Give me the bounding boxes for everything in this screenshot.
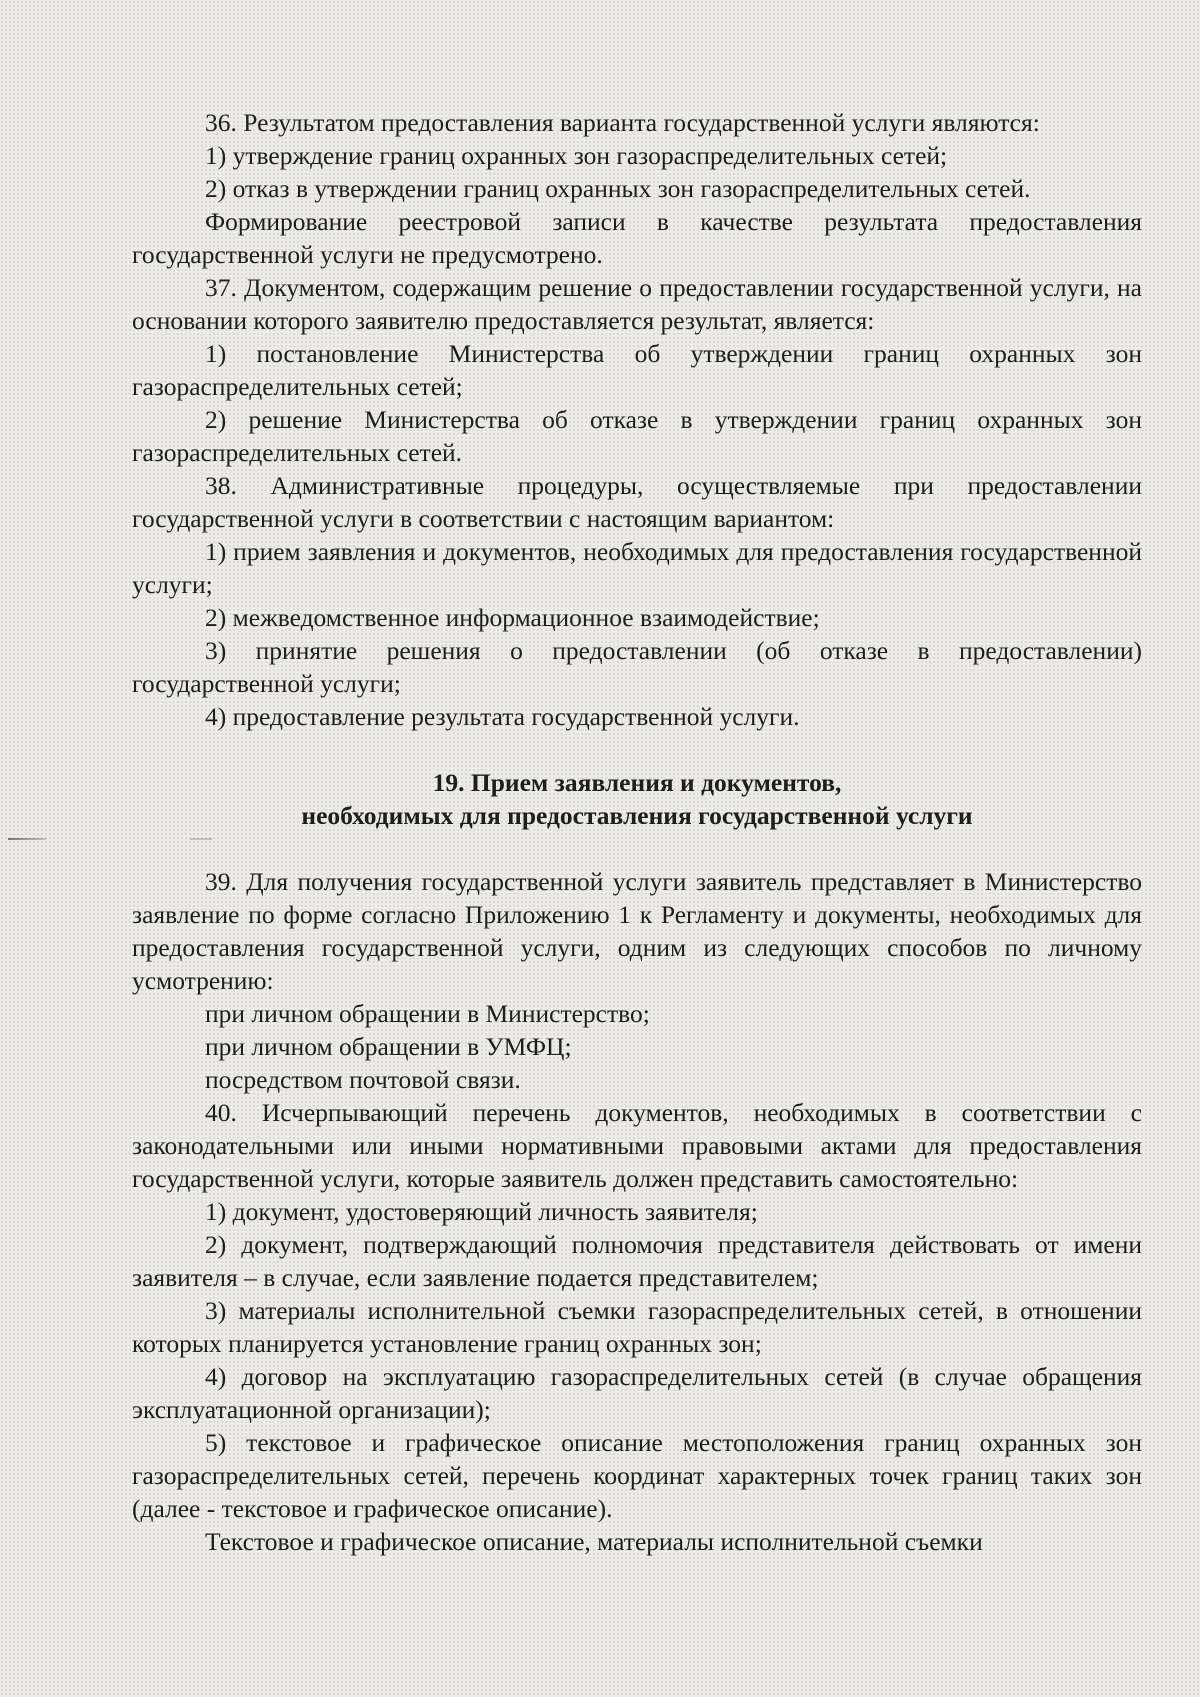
paragraph: Формирование реестровой записи в качестве результата предоставления государственной услуги не предусмотрено. (132, 207, 1142, 269)
paragraph-38: 38. Административные процедуры, осуществляемые при предоставлении государственной услуги в соответствии с настоящим вариантом: (132, 471, 1142, 533)
scan-margin-mark (8, 838, 46, 840)
list-item: 1) прием заявления и документов, необходимых для предоставления государственной услуги; (132, 537, 1142, 599)
paragraph: Текстовое и графическое описание, материалы исполнительной съемки (205, 1527, 983, 1556)
section-heading (132, 766, 1142, 832)
paragraph-36: 36. Результатом предоставления варианта государственной услуги являются: (205, 108, 1040, 137)
list-item: при личном обращении в УМФЦ; (205, 1032, 572, 1061)
list-item: 3) материалы исполнительной съемки газораспределительных сетей, в отношении которых планируется установление границ охранных зон; (132, 1296, 1142, 1358)
paragraph-39: 39. Для получения государственной услуги заявитель представляет в Министерство заявление по форме согласно Приложению 1 к Регламенту и документы, необходимых для предоставления государственной услуги, одним из следующих способов по личному усмотрению: (132, 867, 1142, 995)
paragraph-40: 40. Исчерпывающий перечень документов, необходимых в соответствии с законодательными или иными нормативными правовыми актами для предоставления государственной услуги, которые заявитель должен представить самостоятельно: (132, 1098, 1142, 1193)
list-item: посредством почтовой связи. (205, 1065, 521, 1094)
list-item: 2) документ, подтверждающий полномочия представителя действовать от имени заявителя – в случае, если заявление подается представителем; (132, 1230, 1142, 1292)
list-item: 2) межведомственное информационное взаимодействие; (205, 603, 820, 632)
list-item: 5) текстовое и графическое описание местоположения границ охранных зон газораспределительных сетей, перечень координат характерных точек границ таких зон (далее - текстовое и графическое описание). (132, 1428, 1142, 1523)
list-item: 4) предоставление результата государственной услуги. (205, 702, 800, 731)
document-body (132, 106, 1142, 1558)
list-item: 1) документ, удостоверяющий личность заявителя; (205, 1197, 758, 1226)
list-item: 2) отказ в утверждении границ охранных зон газораспределительных сетей. (205, 174, 1031, 203)
section-heading-line: 19. Прием заявления и документов, (432, 768, 842, 797)
paragraph-37: 37. Документом, содержащим решение о предоставлении государственной услуги, на основании которого заявителю предоставляется результат, является: (132, 273, 1142, 335)
section-heading-line: необходимых для предоставления государственной услуги (301, 801, 973, 830)
list-item: при личном обращении в Министерство; (205, 999, 650, 1028)
list-item: 3) принятие решения о предоставлении (об отказе в предоставлении) государственной услуги; (132, 636, 1142, 698)
list-item: 2) решение Министерства об отказе в утверждении границ охранных зон газораспределительных сетей. (132, 405, 1142, 467)
list-item: 4) договор на эксплуатацию газораспределительных сетей (в случае обращения эксплуатационной организации); (132, 1362, 1142, 1424)
list-item: 1) утверждение границ охранных зон газораспределительных сетей; (205, 141, 948, 170)
list-item: 1) постановление Министерства об утверждении границ охранных зон газораспределительных сетей; (132, 339, 1142, 401)
